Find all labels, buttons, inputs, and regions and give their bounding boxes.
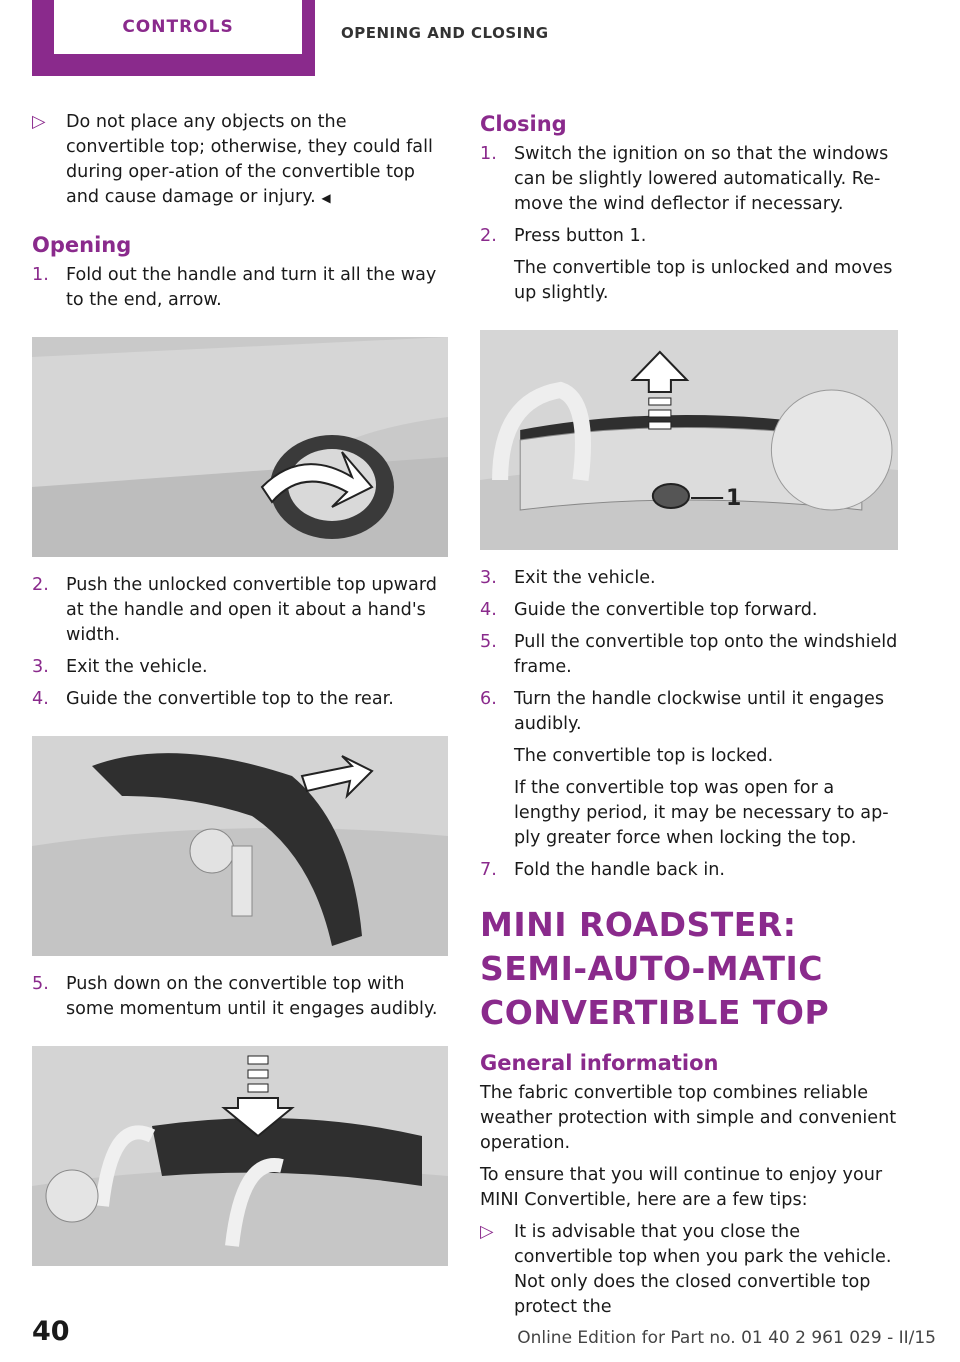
section-title: OPENING AND CLOSING	[341, 24, 549, 42]
tab-controls[interactable]	[32, 0, 315, 76]
right-column	[480, 110, 898, 1327]
list-item: 3. Exit the vehicle.	[32, 657, 208, 677]
figure-push-down	[32, 1046, 448, 1266]
tab-controls-label: CONTROLS	[122, 17, 234, 37]
figure-handle-turn	[32, 337, 448, 557]
opening-heading: Opening	[32, 233, 132, 257]
left-column	[32, 110, 448, 1282]
list-item: 5. Push down on the convertible top with some momentum until it engages audibly.	[32, 974, 438, 1019]
section-heading: MINI ROADSTER: SEMI-AUTO‐MATIC CONVERTIBLE TOP	[480, 905, 830, 1032]
step-sub-text: The convertible top is locked.	[514, 746, 774, 766]
list-item: 4. Guide the convertible top to the rear.	[32, 689, 394, 709]
header-bar	[0, 0, 960, 78]
list-item: 1. Switch the ignition on so that the windows can be slightly lowered automatically. Re‐move the wind deflector if necessary.	[480, 144, 889, 214]
list-item: 4. Guide the convertible top forward.	[480, 600, 818, 620]
note-marker: ▷	[32, 112, 46, 132]
paragraph: To ensure that you will continue to enjoy your MINI Convertible, here are a few tips:	[480, 1165, 883, 1210]
note-text: Do not place any objects on the convertible top; otherwise, they could fall during oper‐ation of the convertible top and cause damage or injury.	[66, 112, 433, 207]
closing-heading: Closing	[480, 112, 567, 136]
list-item: 7. Fold the handle back in.	[480, 860, 725, 880]
edition-footer: Online Edition for Part no. 01 40 2 961 029 - II/15	[517, 1328, 936, 1348]
list-item: 3. Exit the vehicle.	[480, 568, 656, 588]
list-item: 2. Press button 1.	[480, 226, 647, 246]
list-item	[32, 263, 448, 313]
page-number: 40	[32, 1316, 70, 1347]
list-item: 2. Push the unlocked convertible top upward at the handle and open it about a hand's width.	[32, 575, 437, 645]
figure-top-to-rear	[32, 736, 448, 956]
step-sub-text: The convertible top is unlocked and moves up slightly.	[514, 258, 893, 303]
figure-button-1	[480, 330, 898, 550]
warning-note	[32, 110, 448, 211]
tip-note	[480, 1220, 898, 1320]
list-item: 6. Turn the handle clockwise until it engages audibly.	[480, 689, 884, 734]
list-item: 5. Pull the convertible top onto the windshield frame.	[480, 632, 898, 677]
end-marker: ◀	[321, 191, 331, 205]
step-text: Fold out the handle and turn it all the way to the end, arrow.	[66, 265, 437, 310]
paragraph: The fabric convertible top combines reliable weather protection with simple and convenient operation.	[480, 1083, 897, 1153]
figure-callout-label: 1	[726, 486, 742, 511]
tip-text: It is advisable that you close the convertible top when you park the vehicle. Not only does the closed convertible top protect the	[514, 1222, 892, 1317]
general-info-heading: General information	[480, 1051, 719, 1075]
step-number: 1.	[32, 265, 49, 285]
tip-marker: ▷	[480, 1222, 494, 1242]
step-sub-text: If the convertible top was open for a lengthy period, it may be necessary to ap‐ply greater force when locking the top.	[514, 778, 889, 848]
